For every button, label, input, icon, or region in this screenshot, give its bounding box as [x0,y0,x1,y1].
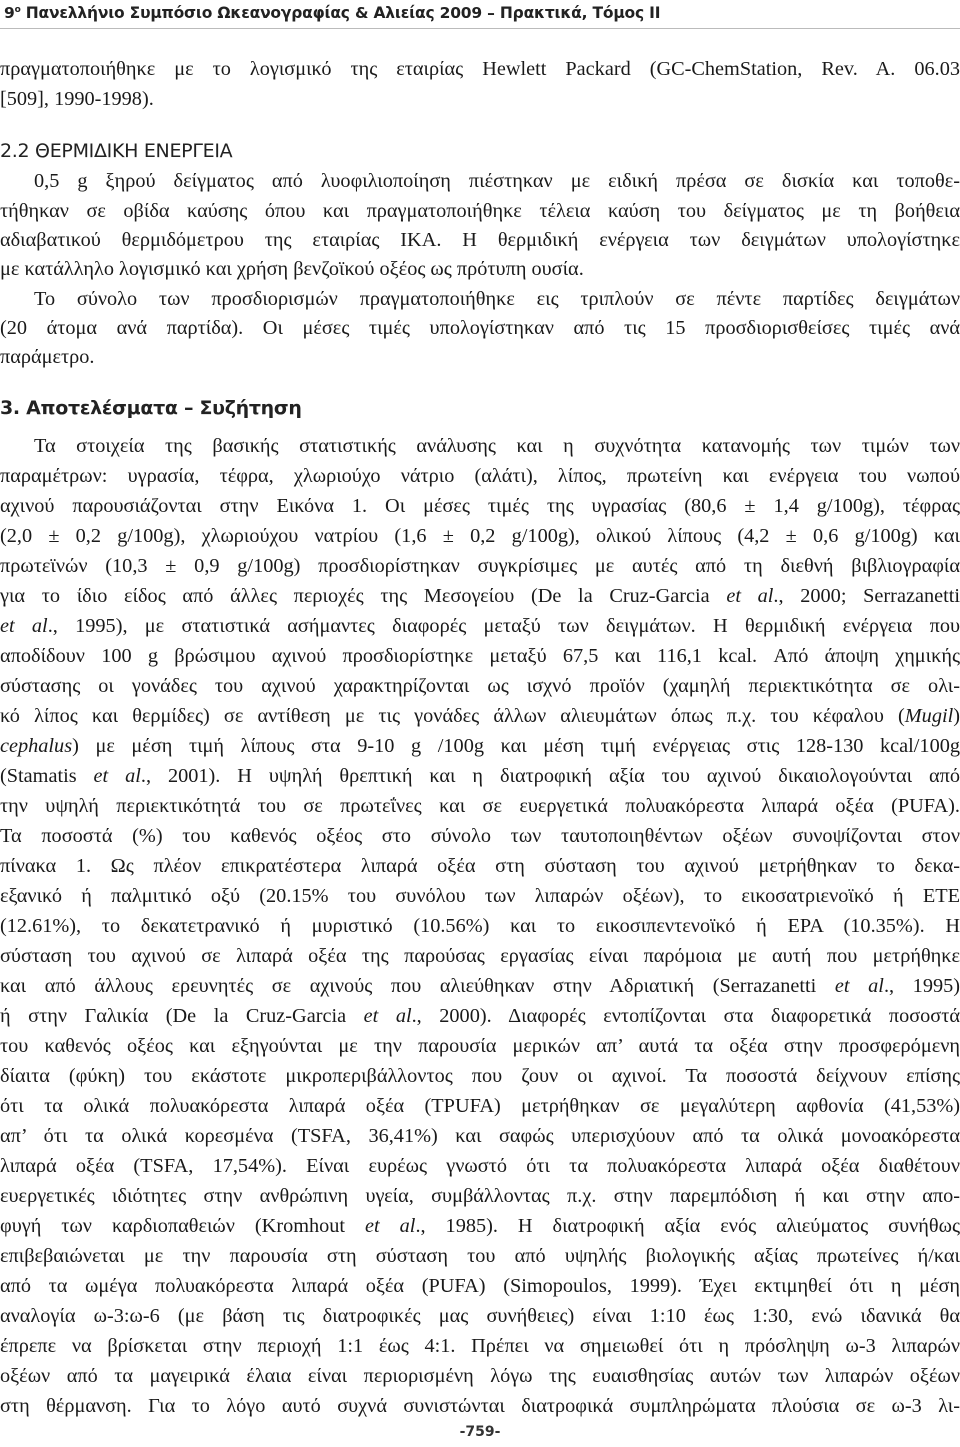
italic-term: et al [834,975,884,997]
text-line: στη θέρμανση. Για το λόγο αυτό συχνά συνιστώνται διατροφικά συμπληρώματα πλούσια σε ω-3 λι- [0,1395,960,1417]
text-line [0,973,960,999]
proceedings-title: Πανελλήνιο Συμπόσιο Ωκεανογραφίας & Αλιείας 2009 – Πρακτικά, Τόμος ΙΙ [20,4,661,22]
text-line: αδιαβατικού θερμιδόμετρου της εταιρίας ΙΚΑ. Η θερμιδική ενέργεια των δειγμάτων υπολογίστηκε [0,229,960,251]
header-divider [0,28,960,29]
text-line: 0,5 g ξηρού δείγματος από λυοφιλιοποίηση πιέστηκαν με ειδική πρέσα σε δισκία και τοποθε- [34,170,960,192]
italic-term: cephalus [0,735,73,757]
text-line: από τα ωμέγα πολυακόρεστα λιπαρά οξέα (PUFA) (Simopoulos, 1999). Έχει εκτιμηθεί ότι η μέση [0,1275,960,1297]
text-run: ) με μέση τιμή λίπους στα 9-10 g /100g και μέση τιμή ενέργειας στις 128-130 kcal/100g [72,735,960,757]
text-line [0,1003,960,1029]
text-line: ευεργετικές ιδιότητες στην ανθρώπινη υγεία, συμβάλλοντας π.χ. στην παρεμπόδιση ή και στην απο- [0,1185,960,1207]
text-line: πρωτεϊνών (10,3 ± 0,9 g/100g) προσδιορίστηκαν συγκρίσιμες με αυτές από τη διεθνή βιβλιογραφία [0,555,960,577]
italic-term: et al [0,615,48,637]
text-line: λιπαρά οξέα (TSFA, 17,54%). Είναι ευρέως γνωστό ότι τα πολυακόρεστα λιπαρά οξέα διαθέτουν [0,1155,960,1177]
text-line: Το σύνολο των προσδιορισμών πραγματοποιήθηκε εις τριπλούν σε πέντε παρτίδες δειγμάτων [34,288,960,310]
text-run: ., 2001). Η υψηλή θρεπτική και η διατροφική αξία του αχινού δικαιολογούνται από [140,765,960,787]
text-run: ., 2000; Serrazanetti [773,585,960,607]
text-line: επιβεβαιώνεται με την παρουσία στη σύσταση του από υψηλής βιολογικής αξίας πρωτείνες ή/και [0,1245,960,1267]
text-line: σύστασης οι γονάδες του αχινού χαρακτηρίζονται ως ισχνό προϊόν (χαμηλή περιεκτικότητα σε ολι- [0,675,960,697]
text-line: ότι τα ολικά πολυακόρεστα λιπαρά οξέα (TPUFA) μετρήθηκαν σε μεγαλύτερη αφθονία (41,53%) [0,1095,960,1117]
text-line [0,1213,960,1239]
text-run: για το ίδιο είδος από άλλες περιοχές της Μεσογείου (De la Cruz-Garcia [0,585,727,607]
text-line: Τα στοιχεία της βασικής στατιστικής ανάλυσης και η συχνότητα κατανομής των τιμών των [34,435,960,457]
text-line: Τα ποσοστά (%) του καθενός οξέος στο σύνολο των ταυτοποιηθέντων οξέων συνοψίζονται στον [0,825,960,847]
text-line: (20 άτομα ανά παρτίδα). Οι μέσες τιμές υπολογίστηκαν από τις 15 προσδιορισθείσες τιμές ανά [0,317,960,339]
text-line: οξέων από τα μαγειρικά έλαια είναι περιορισμένη λόγω της ευαισθησίας αυτών των λιπαρών οξέων [0,1365,960,1387]
text-line: δίαιτα (φύκη) του εκάστοτε μικροπεριβάλλοντος που ζουν οι αχινοί. Τα ποσοστά δείχνουν επίσης [0,1065,960,1087]
edition-number: 9 [4,4,15,22]
edition-ordinal: ο [14,4,21,15]
text-line: παραμέτρων: υγρασία, τέφρα, χλωριούχο νάτριο (αλάτι), λίπος, πρωτείνη και ενέργεια του νωπού [0,465,960,487]
text-line [0,583,960,609]
text-line: εξανικό ή παλμιτικό οξύ (20.15% του συνόλου των λιπαρών οξέων), το εικοσατριενοϊκό ή ΕΤΕ [0,885,960,907]
running-header [4,4,954,22]
text-line: αναλογία ω-3:ω-6 (με βάση τις διατροφικές μας συνήθειες) είναι 1:10 έως 1:30, ενώ ιδανικά θα [0,1305,960,1327]
text-run: ., 1995), με στατιστικά ασήμαντες διαφορές μεταξύ των δειγμάτων. Η θερμιδική ενέργεια που [47,615,960,637]
text-run: ) [953,705,960,727]
text-line: αχινού παρουσιάζονται στην Εικόνα 1. Οι μέσες τιμές της υγρασίας (80,6 ± 1,4 g/100g), τέφρας [0,495,960,517]
italic-term: et al [93,765,141,787]
text-run: ., 1995) [883,975,960,997]
text-line: έπρεπε να βρίσκεται στην περιοχή 1:1 έως 4:1. Πρέπει να σημειωθεί ότι η πρόσληψη ω-3 λιπαρών [0,1335,960,1357]
text-line: [509], 1990-1998). [0,88,154,110]
italic-term: Mugil [904,705,954,727]
text-run: ., 1985). Η διατροφική αξία ενός αλιεύματος συνήθως [415,1215,960,1237]
text-run: ., 2000). Διαφορές εντοπίζονται στα διαφορετικά ποσοστά [411,1005,960,1027]
page-number: -759- [459,1424,501,1440]
text-line: αποδίδουν 100 g βρώσιμου αχινού προσδιορίστηκε μεταξύ 67,5 και 116,1 kcal. Από άποψη χημικής [0,645,960,667]
text-run: (Stamatis [0,765,94,787]
text-run: ή στην Γαλικία (De la Cruz-Garcia [0,1005,364,1027]
text-line: με κατάλληλο λογισμικό και χρήση βενζοϊκού οξέος ως πρότυπη ουσία. [0,258,584,280]
text-line: πίνακα 1. Ως πλέον επικρατέστερα λιπαρά οξέα στη σύσταση του αχινού μετρήθηκαν το δεκα- [0,855,960,877]
text-run: και από άλλους ερευνητές σε αχινούς που αλιεύθηκαν στην Αδριατική (Serrazanetti [0,975,835,997]
italic-term: et al [363,1005,412,1027]
italic-term: et al [726,585,774,607]
text-line: παράμετρο. [0,346,95,368]
text-line [0,703,960,729]
text-line: του καθενός οξέος και εξηγούνται με την παρουσία μερικών απ’ αυτά τα οξέα στην προσφερόμενη [0,1035,960,1057]
text-line [0,763,960,789]
text-line: τήθηκαν σε οβίδα καύσης όπου και πραγματοποιήθηκε τέλεια καύση του δείγματος με τη βοήθεια [0,200,960,222]
text-line [0,733,960,759]
text-line: (12.61%), το δεκατετρανικό ή μυριστικό (10.56%) και το εικοσιπεντενοϊκό ή ΕΡΑ (10.35%). Η [0,915,960,937]
text-line: σύσταση του αχινού σε λιπαρά οξέα της παρούσας εργασίας είναι παρόμοια με αυτή που μετρήθηκε [0,945,960,967]
section-3-number: 3. [0,397,27,419]
text-line: απ’ ότι τα ολικά κορεσμένα (TSFA, 36,41%) και σαφώς υπερισχύουν από τα ολικά μονοακόρεστα [0,1125,960,1147]
section-heading-3 [0,397,302,419]
text-line [0,613,960,639]
section-3-title: Αποτελέσματα – Συζήτηση [26,397,302,419]
text-line: πραγματοποιήθηκε με το λογισμικό της εταιρίας Hewlett Packard (GC-ChemStation, Rev. A. 06.03 [0,58,960,80]
text-line: (2,0 ± 0,2 g/100g), χλωριούχου νατρίου (1,6 ± 0,2 g/100g), ολικού λίπους (4,2 ± 0,6 g/100g) και [0,525,960,547]
section-heading-2-2: 2.2 ΘΕΡΜΙΔΙΚΗ ΕΝΕΡΓΕΙΑ [0,140,233,162]
text-line: την υψηλή περιεκτικότητά του σε πρωτεΐνες και σε ευεργετικά πολυακόρεστα λιπαρά οξέα (PUFA). [0,795,960,817]
italic-term: et al [365,1215,416,1237]
text-run: φυγή των καρδιοπαθειών (Kromhout [0,1215,366,1237]
text-run: κό λίπος και θερμίδες) σε αντίθεση με τις γονάδες άλλων αλιευμάτων όπως π.χ. του κέφαλου ( [0,705,905,727]
